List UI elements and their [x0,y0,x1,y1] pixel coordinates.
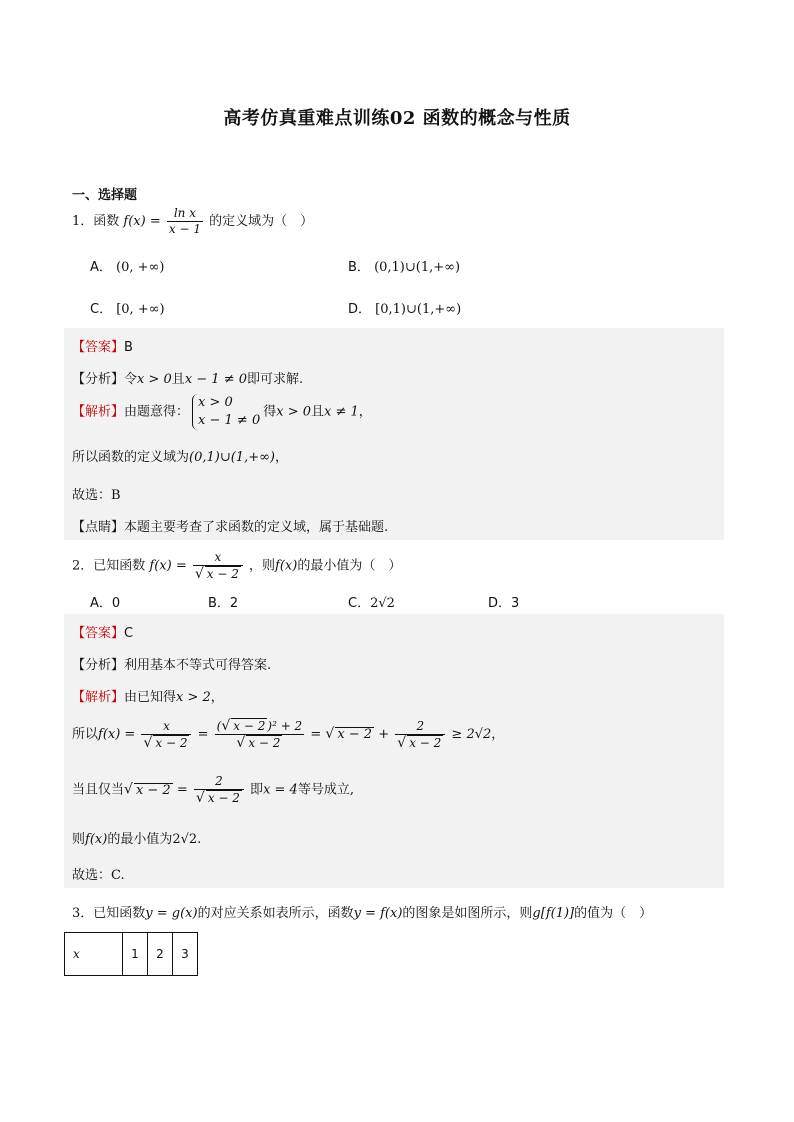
q1-solution-c: 且 [311,404,325,420]
question-2 [72,550,401,582]
q2-when-b: 即 [250,782,264,798]
q1-option-d[interactable] [348,298,461,317]
q2-eq-equals-1: = [197,727,209,742]
q1-analysis-a: 令 [124,372,138,387]
q1-domain-a: 所以函数的定义域为 [72,450,190,465]
table-row [65,933,198,976]
q1-solution-box [64,328,724,540]
q2-when-frac-num: 2 [194,774,244,790]
q2-eq-frac-1 [141,719,191,751]
q1-numerator: ln x [167,206,203,222]
q2-eq-end: ， [491,727,505,742]
q1-system-line-1: x > 0 [198,395,233,410]
q2-eq-frac-1-num: x [141,719,191,735]
q1-comment [72,516,388,535]
q1-option-b[interactable] [348,256,460,275]
q2-answer [72,622,133,641]
q1-fraction [167,206,203,237]
question-3 [72,902,652,921]
q3-prefix: 3．已知函数 [72,906,146,921]
q2-solution-math: x > 2 [176,690,211,705]
q3-table-header: x [65,933,123,976]
q1-solution-math-2: x ≠ 1 [324,404,359,420]
q2-eq-frac-1-radicand: x − 2 [155,735,188,750]
q2-choose [72,864,125,883]
q3-table-cell-1: 1 [123,933,148,976]
q1-choose-text: 故选：B [72,488,121,503]
q2-analysis-text: 利用基本不等式可得答案. [124,658,272,673]
q3-table-cell-2: 2 [148,933,173,976]
q1-analysis-b: 且 [171,372,185,387]
q2-equation-so: 所以 [72,727,99,742]
q2-func: f(x) = [149,558,187,574]
q1-option-b-text: (0,1)∪(1,+∞) [374,260,461,275]
q1-solution-d: ， [358,404,372,420]
q1-domain-b: ， [275,450,289,465]
q1-analysis [72,368,303,387]
q2-option-c-text: 2√2 [370,596,395,611]
q2-answer-value: C [124,626,134,641]
section-heading: 一、选择题 [72,188,138,203]
q2-analysis [72,654,271,673]
q2-fraction [193,550,243,582]
q1-solution-b: 得 [263,404,277,420]
q2-equation-f: f(x) = [98,727,136,742]
q1-analysis-math-1: x > 0 [137,372,172,387]
q1-answer [72,336,133,355]
q2-equation: 所以f(x) = $\frac{x}{√ x - 2}$ = $\frac{\text{(√ x − 2 )² + 2}}{√ x - 2}$ = √ x − 2 + $\frac{2}{√ x - 2}$ ≥ 2√2， [72,718,505,751]
q2-option-a-label: A． [90,596,112,611]
q1-option-a-text: (0, +∞) [116,260,165,275]
q2-func-2: f(x) [275,558,298,574]
q1-solution [72,394,372,430]
q2-min-c: . [197,832,202,847]
q2-eq-plus: + [378,727,390,742]
q2-option-b-text: 2 [229,596,239,611]
q2-when-frac-radicand: x − 2 [207,791,240,805]
q1-analysis-tag: 【分析】 [72,372,125,387]
q2-min-b: 的最小值为 [107,832,173,847]
q2-eq-frac-2-num-radicand: x − 2 [233,719,266,733]
q1-option-a-label: A． [90,260,112,275]
q2-eq-frac-1-den: √ x − 2 [143,734,188,751]
q3-mid-1: 的对应关系如表所示，函数 [197,906,354,921]
q1-prefix: 1．函数 [72,214,120,229]
q1-func: f(x) = [123,214,161,229]
q1-solution-a: 由题意得： [124,404,190,420]
q2-option-b-label: B． [208,596,230,611]
q2-eq-frac-2 [215,718,305,751]
q2-option-c[interactable] [348,592,395,611]
q2-when-c: 等号成立, [297,782,354,798]
q2-denominator: √ x − 2 [194,566,239,582]
q2-choose-text: 故选：C. [72,868,125,883]
q1-answer-value: B [124,340,133,355]
q2-option-b[interactable] [208,592,238,611]
q2-suffix: 的最小值为（ ） [297,558,402,574]
q2-min-f: f(x) [85,832,108,847]
q1-comment-tag: 【点睛】 [72,520,125,535]
q2-equality-condition: 当且仅当√ x − 2 = $\frac{2}{√ x - 2}$ 即x = 4等号成立, [72,774,354,806]
q1-domain-math: (0,1)∪(1,+∞) [189,450,275,465]
q1-solution-math-1: x > 0 [276,404,312,420]
q2-when-math: x = 4 [263,782,298,798]
q1-option-c-text: [0, +∞) [116,302,165,317]
q1-option-d-text: [0,1)∪(1,+∞) [375,302,462,317]
question-1 [72,206,313,237]
q2-eq-frac-3-radicand: x − 2 [409,735,442,750]
q2-when-frac-den: √ x − 2 [195,790,240,806]
q1-option-c[interactable] [90,298,165,317]
q2-solution [72,686,224,705]
q2-eq-frac-2-num-tail: ² + 2 [272,719,303,733]
q2-prefix: 2．已知函数 [72,558,146,574]
q2-mid: ，则 [249,558,276,574]
q1-option-c-label: C． [90,302,113,317]
q2-numerator: x [193,550,243,566]
q2-eq-frac-3-den: √ x − 2 [397,734,442,751]
q2-solution-tag: 【解析】 [72,690,125,705]
q1-system-line-2: x − 1 ≠ 0 [198,413,261,428]
q2-when-equals: = [176,782,188,798]
q2-when-a: 当且仅当 [72,782,125,798]
q2-option-c-label: C． [348,596,371,611]
q3-table [64,932,198,976]
q2-when-frac [194,774,244,806]
q2-min-a: 则 [72,832,86,847]
q2-eq-inequality: ≥ 2√2 [451,727,492,742]
q3-math-2: y = f(x) [353,906,403,921]
q2-minimum [72,828,201,847]
q2-analysis-tag: 【分析】 [72,658,125,673]
q2-solution-a: 由已知得 [124,690,177,705]
q2-option-d[interactable] [488,592,519,611]
q1-option-a[interactable] [90,256,164,275]
q2-eq-sqrt-term: x − 2 [337,727,373,742]
q2-eq-frac-2-den: √ x − 2 [236,735,281,751]
q2-eq-frac-2-radicand: x − 2 [248,736,281,750]
q1-answer-tag: 【答案】 [72,340,125,355]
q1-option-b-label: B． [348,260,370,275]
q1-analysis-c: 即可求解. [247,372,304,387]
q2-option-d-text: 3 [511,596,520,611]
q1-domain-line [72,446,288,465]
q2-eq-frac-3 [395,719,445,751]
q3-math-1: y = g(x) [145,906,198,921]
q3-math-3: g[f(1)] [532,906,575,921]
q2-option-d-label: D． [488,596,512,611]
q1-analysis-math-2: x − 1 ≠ 0 [184,372,248,387]
q2-min-value: 2√2 [172,832,198,847]
q3-mid-2: 的图象是如图所示，则 [402,906,533,921]
q2-option-a[interactable] [90,592,120,611]
q2-eq-frac-3-num: 2 [395,719,445,735]
q1-solution-tag: 【解析】 [72,404,125,420]
q2-when-radicand: x − 2 [135,782,171,798]
q2-solution-b: ， [210,690,224,705]
q2-eq-frac-2-num: (√ x − 2 )² + 2 [216,718,303,734]
q3-suffix: 的值为（ ） [574,906,653,921]
q1-system [192,394,260,430]
q1-option-d-label: D． [348,302,372,317]
q2-option-a-text: 0 [111,596,121,611]
q1-comment-text: 本题主要考查了求函数的定义域，属于基础题. [124,520,389,535]
q1-choose [72,484,121,503]
q2-denominator-radicand: x − 2 [206,567,239,581]
q2-eq-equals-2: = [310,727,322,742]
page-title: 高考仿真重难点训练02 函数的概念与性质 [223,108,571,129]
q3-table-cell-3: 3 [173,933,198,976]
q1-denominator: x − 1 [168,222,201,236]
q1-suffix: 的定义域为（ ） [209,214,314,229]
q2-answer-tag: 【答案】 [72,626,125,641]
